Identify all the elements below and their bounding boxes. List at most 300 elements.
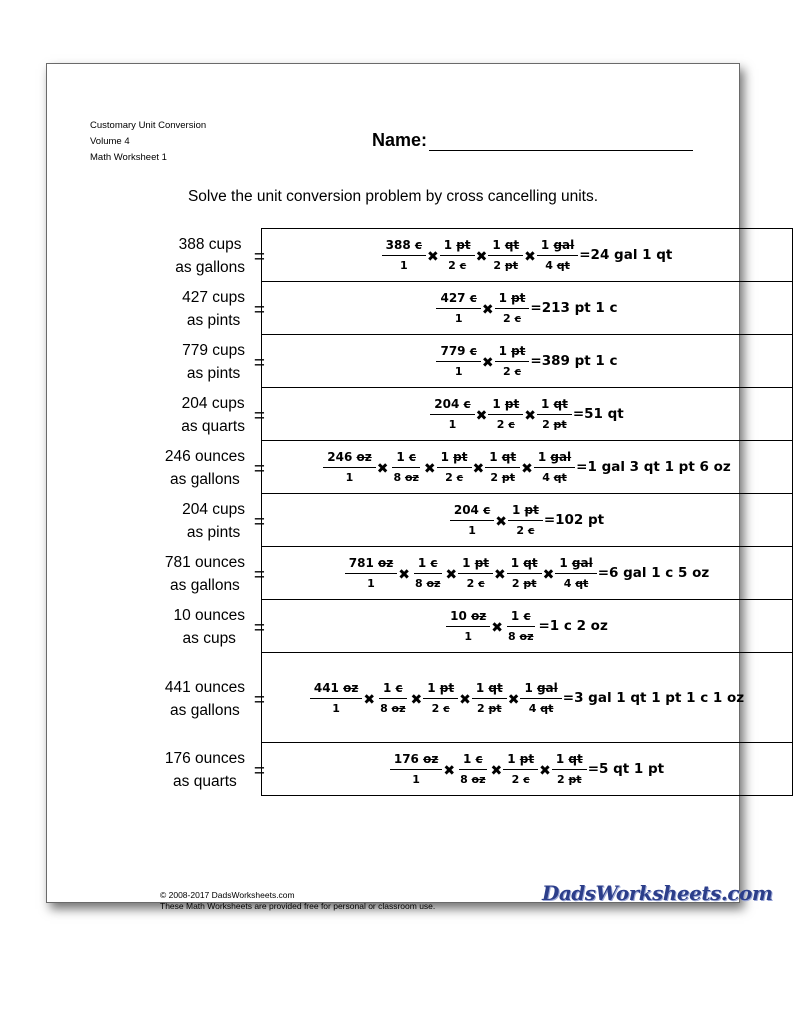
equals-sign: = xyxy=(253,761,265,783)
denominator-value: 1 xyxy=(468,524,476,537)
times-icon: ✖ xyxy=(410,691,423,708)
fraction-numerator xyxy=(537,238,578,256)
equals-sign: = xyxy=(253,406,265,428)
conversion-expression xyxy=(262,450,792,484)
times-icon: ✖ xyxy=(494,567,506,583)
equals-sign: = xyxy=(253,459,265,481)
cancelled-unit: qt xyxy=(553,397,568,411)
cancelled-unit: qt xyxy=(523,556,538,570)
fraction xyxy=(389,450,422,484)
fraction-numerator xyxy=(534,450,575,468)
denominator-value: 8 oz xyxy=(380,701,406,715)
conversion-expression xyxy=(262,344,792,378)
fraction xyxy=(495,344,530,378)
problem-target-unit: as gallons xyxy=(170,577,240,594)
worksheet-page xyxy=(46,63,773,911)
cancelled-unit: c xyxy=(456,471,464,484)
problem-target-unit: as gallons xyxy=(170,471,240,488)
fraction-denominator xyxy=(493,415,519,431)
cancelled-unit: pt xyxy=(519,752,535,766)
cancelled-unit: c xyxy=(514,365,521,378)
fraction-denominator xyxy=(463,574,489,590)
cancelled-unit: oz xyxy=(471,609,487,623)
problem-amount: 204 cups xyxy=(181,395,245,412)
numerator-value: 204 c xyxy=(434,397,471,411)
fraction-numerator xyxy=(520,681,561,699)
fraction-denominator xyxy=(363,574,379,590)
cancelled-unit: c xyxy=(523,773,530,786)
fraction-numerator xyxy=(507,609,535,627)
equals-sign: = xyxy=(253,353,265,375)
fraction-numerator xyxy=(345,556,397,574)
numerator-value: 1 gal xyxy=(537,450,572,464)
fraction xyxy=(436,291,480,325)
cancelled-unit: pt xyxy=(504,397,520,411)
fraction-numerator xyxy=(488,397,523,415)
numerator-value: 1 gal xyxy=(559,556,593,570)
problem-question xyxy=(165,445,245,491)
cancelled-unit: pt xyxy=(501,471,515,484)
problem-row xyxy=(164,743,793,797)
fraction-denominator xyxy=(541,256,574,272)
numerator-value: 1 gal xyxy=(540,238,575,252)
numerator-value: 1 qt xyxy=(555,752,583,766)
problem-row xyxy=(182,494,793,548)
fraction xyxy=(382,238,426,272)
equals-sign: = xyxy=(253,247,265,269)
denominator-value: 2 pt xyxy=(511,577,537,590)
fraction-denominator xyxy=(396,256,412,272)
fraction-denominator xyxy=(408,770,424,786)
fraction xyxy=(555,556,596,590)
denominator-value: 8 oz xyxy=(508,630,534,643)
times-icon: ✖ xyxy=(481,302,494,318)
denominator-value: 1 xyxy=(454,365,463,378)
numerator-value: 441 oz xyxy=(313,680,359,695)
fraction xyxy=(376,681,409,715)
problem-row xyxy=(182,282,793,336)
numerator-value: 1 qt xyxy=(475,680,503,695)
numerator-value: 1 pt xyxy=(492,397,520,411)
fraction-denominator xyxy=(504,627,537,643)
denominator-value: 1 xyxy=(448,418,457,431)
fraction xyxy=(534,450,575,484)
cancelled-unit: oz xyxy=(356,450,372,464)
denominator-value: 1 xyxy=(464,630,473,643)
fraction-numerator xyxy=(459,752,487,770)
fraction-numerator xyxy=(382,238,426,256)
numerator-value: 204 c xyxy=(453,503,491,517)
cancelled-unit: pt xyxy=(456,238,471,252)
numerator-value: 1 pt xyxy=(443,238,471,252)
denominator-value: 2 c xyxy=(466,577,485,590)
fraction-numerator xyxy=(436,291,480,309)
cancelled-unit: c xyxy=(475,752,483,766)
times-icon: ✖ xyxy=(475,249,488,265)
fraction xyxy=(504,609,537,643)
numerator-value: 388 c xyxy=(385,238,422,252)
conversion-answer: =3 gal 1 qt 1 pt 1 c 1 oz xyxy=(562,689,745,706)
fraction xyxy=(446,609,490,643)
denominator-value: 2 c xyxy=(511,773,530,786)
fraction xyxy=(458,556,493,590)
denominator-value: 2 pt xyxy=(476,701,502,715)
cancelled-unit: c xyxy=(408,450,416,464)
answer-box xyxy=(261,281,793,335)
fraction-denominator xyxy=(508,770,534,786)
cancelled-unit: c xyxy=(527,524,535,537)
problem-amount: 246 ounces xyxy=(164,448,245,465)
numerator-value: 1 c xyxy=(417,556,438,570)
denominator-value: 2 c xyxy=(502,365,521,378)
denominator-value: 2 pt xyxy=(542,418,567,431)
fraction-numerator xyxy=(323,450,375,468)
fraction xyxy=(323,450,375,484)
cancelled-unit: qt xyxy=(553,471,567,484)
conversion-answer: =6 gal 1 c 5 oz xyxy=(597,565,710,581)
footer xyxy=(160,890,435,912)
numerator-value: 427 c xyxy=(440,291,477,305)
answer-box xyxy=(261,440,793,494)
fraction xyxy=(495,291,530,325)
answer-box xyxy=(261,599,793,653)
fraction xyxy=(485,450,520,484)
problem-target-unit: as gallons xyxy=(175,259,245,276)
denominator-value: 1 xyxy=(332,701,340,715)
fraction xyxy=(537,238,578,272)
fraction-denominator xyxy=(538,415,571,431)
fraction-denominator xyxy=(456,770,489,786)
conversion-expression xyxy=(262,556,792,590)
fraction-denominator xyxy=(553,770,586,786)
fraction-numerator xyxy=(390,752,442,770)
answer-box xyxy=(261,387,793,441)
numerator-value: 1 qt xyxy=(510,556,538,570)
cancelled-unit: qt xyxy=(575,577,589,590)
numerator-value: 1 pt xyxy=(462,556,490,570)
problem-target-unit: as pints xyxy=(186,524,241,541)
fraction xyxy=(310,681,362,715)
denominator-value: 2 c xyxy=(502,312,521,325)
fraction-numerator xyxy=(414,556,442,574)
cancelled-unit: c xyxy=(395,680,403,695)
cancelled-unit: pt xyxy=(524,503,539,517)
fraction xyxy=(488,397,523,431)
denominator-value: 1 xyxy=(345,471,354,484)
fraction-numerator xyxy=(507,556,542,574)
cancelled-unit: c xyxy=(414,238,422,252)
conversion-expression xyxy=(262,681,792,715)
denominator-value: 1 xyxy=(454,312,463,325)
denominator-value: 1 xyxy=(367,577,375,590)
fraction-numerator xyxy=(537,397,572,415)
fraction xyxy=(440,238,475,272)
fraction-denominator xyxy=(328,699,344,715)
name-label: Name: xyxy=(372,130,428,150)
times-icon: ✖ xyxy=(376,461,389,477)
cancelled-unit: oz xyxy=(519,630,534,643)
conversion-answer: =213 pt 1 c xyxy=(530,300,618,316)
fraction-numerator xyxy=(423,681,458,699)
cancelled-unit: c xyxy=(523,609,531,623)
conversion-answer: =102 pt xyxy=(543,512,605,528)
times-icon: ✖ xyxy=(524,408,536,424)
times-icon: ✖ xyxy=(524,249,536,265)
cancelled-unit: c xyxy=(469,344,477,358)
problem-row xyxy=(182,335,793,389)
cancelled-unit: pt xyxy=(488,701,502,715)
answer-box xyxy=(261,546,793,600)
denominator-value: 4 qt xyxy=(542,471,567,484)
problem-row xyxy=(164,653,793,744)
fraction-denominator xyxy=(499,309,525,325)
cancelled-unit: c xyxy=(514,312,521,325)
fraction-denominator xyxy=(473,699,506,715)
numerator-value: 10 oz xyxy=(450,609,487,623)
fraction-denominator xyxy=(460,627,476,643)
problem-row xyxy=(164,547,793,601)
fraction xyxy=(507,556,542,590)
conversion-expression xyxy=(262,291,792,325)
header-title: Customary Unit Conversion xyxy=(90,120,207,131)
cancelled-unit: qt xyxy=(504,238,520,252)
equals-sign: = xyxy=(253,618,265,640)
cancelled-unit: oz xyxy=(404,471,419,484)
cancelled-unit: pt xyxy=(504,259,519,272)
denominator-value: 2 c xyxy=(445,471,464,484)
fraction-denominator xyxy=(486,468,519,484)
numerator-value: 1 qt xyxy=(489,450,517,464)
name-field xyxy=(372,130,693,151)
name-line xyxy=(429,132,693,151)
cancelled-unit: pt xyxy=(453,450,468,464)
cancelled-unit: c xyxy=(478,577,485,590)
problem-target-unit: as gallons xyxy=(170,701,240,719)
cancelled-unit: pt xyxy=(474,556,490,570)
numerator-value: 1 c xyxy=(382,680,403,695)
problem-target-unit: as pints xyxy=(186,312,241,329)
problem-row xyxy=(181,388,793,442)
problem-amount: 204 cups xyxy=(182,501,245,518)
fraction-numerator xyxy=(495,344,530,362)
cancelled-unit: oz xyxy=(471,773,486,786)
conversion-expression xyxy=(262,397,792,431)
fraction-numerator xyxy=(472,681,507,699)
cancelled-unit: pt xyxy=(511,291,526,305)
cancelled-unit: qt xyxy=(501,450,517,464)
cancelled-unit: c xyxy=(469,291,477,305)
answer-box xyxy=(261,493,793,547)
numerator-value: 1 c xyxy=(510,609,531,623)
problem-row xyxy=(173,600,793,654)
times-icon: ✖ xyxy=(398,567,410,583)
fraction xyxy=(411,556,444,590)
problem-question xyxy=(173,604,245,650)
problem-amount: 427 cups xyxy=(182,289,245,306)
fraction xyxy=(456,752,489,786)
cancelled-unit: c xyxy=(508,418,515,431)
denominator-value: 2 c xyxy=(448,259,467,272)
worksheet-header xyxy=(90,118,206,166)
conversion-answer: =51 qt xyxy=(572,406,624,422)
fraction xyxy=(488,238,523,272)
cancelled-unit: oz xyxy=(426,577,441,590)
times-icon: ✖ xyxy=(443,763,456,779)
cancelled-unit: gal xyxy=(536,680,558,695)
problem-target-unit: as quarts xyxy=(181,418,245,435)
times-icon: ✖ xyxy=(423,461,436,477)
times-icon: ✖ xyxy=(426,249,439,265)
cancelled-unit: c xyxy=(483,503,491,517)
fraction xyxy=(450,503,494,537)
header-volume: Volume 4 xyxy=(90,136,130,147)
fraction-numerator xyxy=(379,681,407,699)
cancelled-unit: pt xyxy=(439,680,455,695)
times-icon: ✖ xyxy=(481,355,494,371)
equals-sign: = xyxy=(253,512,265,534)
times-icon: ✖ xyxy=(542,567,555,583)
cancelled-unit: oz xyxy=(391,701,406,715)
fraction-numerator xyxy=(450,503,494,521)
numerator-value: 781 oz xyxy=(348,556,394,570)
fraction-numerator xyxy=(503,752,538,770)
denominator-value: 1 xyxy=(412,773,420,786)
cancelled-unit: pt xyxy=(568,773,582,786)
cancelled-unit: c xyxy=(463,397,471,411)
fraction-numerator xyxy=(437,450,472,468)
conversion-answer: =1 c 2 oz xyxy=(538,618,608,634)
fraction xyxy=(437,450,472,484)
numerator-value: 1 pt xyxy=(427,680,455,695)
denominator-value: 4 qt xyxy=(545,259,570,272)
conversion-answer: =24 gal 1 qt xyxy=(579,247,673,263)
answer-box xyxy=(261,228,793,282)
denominator-value: 2 pt xyxy=(556,773,582,786)
fraction-denominator xyxy=(411,574,444,590)
fraction xyxy=(430,397,474,431)
numerator-value: 176 oz xyxy=(393,752,439,766)
cancelled-unit: pt xyxy=(511,344,526,358)
conversion-expression xyxy=(262,609,792,643)
fraction-denominator xyxy=(445,415,461,431)
numerator-value: 1 pt xyxy=(440,450,468,464)
fraction-denominator xyxy=(512,521,538,537)
cancelled-unit: oz xyxy=(378,556,394,570)
numerator-value: 246 oz xyxy=(327,450,372,464)
denominator-value: 2 c xyxy=(431,701,450,715)
denominator-value: 1 xyxy=(399,259,408,272)
fraction xyxy=(390,752,442,786)
denominator-value: 8 oz xyxy=(414,577,441,590)
times-icon: ✖ xyxy=(472,461,485,477)
fraction-denominator xyxy=(451,362,467,378)
cancelled-unit: gal xyxy=(553,238,575,252)
times-icon: ✖ xyxy=(363,691,376,708)
fraction-numerator xyxy=(488,238,523,256)
times-icon: ✖ xyxy=(495,514,507,530)
fraction-numerator xyxy=(392,450,420,468)
fraction-denominator xyxy=(499,362,525,378)
fraction-denominator xyxy=(342,468,358,484)
times-icon: ✖ xyxy=(491,620,504,636)
denominator-value: 4 qt xyxy=(528,701,554,715)
denominator-value: 2 pt xyxy=(493,259,519,272)
fraction-denominator xyxy=(489,256,522,272)
fraction-denominator xyxy=(376,699,409,715)
times-icon: ✖ xyxy=(539,763,551,779)
cancelled-unit: gal xyxy=(571,556,593,570)
fraction xyxy=(503,752,538,786)
cancelled-unit: qt xyxy=(488,680,503,695)
conversion-expression xyxy=(262,752,792,786)
fraction xyxy=(423,681,458,715)
conversion-expression xyxy=(262,238,792,272)
numerator-value: 1 pt xyxy=(511,503,539,517)
problem-amount: 176 ounces xyxy=(164,750,245,767)
fraction xyxy=(520,681,561,715)
answer-box xyxy=(261,742,793,796)
fraction xyxy=(345,556,397,590)
problem-amount: 10 ounces xyxy=(173,607,245,624)
times-icon: ✖ xyxy=(521,461,533,477)
fraction-denominator xyxy=(538,468,571,484)
conversion-answer: =1 gal 3 qt 1 pt 6 oz xyxy=(576,459,731,475)
cancelled-unit: c xyxy=(459,259,467,272)
times-icon: ✖ xyxy=(490,763,503,779)
fraction xyxy=(472,681,507,715)
cancelled-unit: oz xyxy=(343,680,359,695)
fraction-denominator xyxy=(508,574,541,590)
denominator-value: 8 oz xyxy=(460,773,486,786)
conversion-expression xyxy=(262,503,792,537)
fraction-denominator xyxy=(389,468,422,484)
footer-copyright: © 2008-2017 DadsWorksheets.com xyxy=(160,890,295,900)
numerator-value: 1 qt xyxy=(540,397,568,411)
problem-question xyxy=(165,551,245,597)
equals-sign: = xyxy=(253,565,265,587)
problem-question xyxy=(182,286,245,332)
fraction-numerator xyxy=(485,450,520,468)
fraction xyxy=(537,397,572,431)
fraction-numerator xyxy=(552,752,587,770)
numerator-value: 1 pt xyxy=(498,344,526,358)
problem-target-unit: as pints xyxy=(186,365,241,382)
fraction-numerator xyxy=(430,397,474,415)
cancelled-unit: c xyxy=(443,701,450,715)
instructions: Solve the unit conversion problem by cross cancelling units. xyxy=(187,188,599,205)
denominator-value: 8 oz xyxy=(393,471,419,484)
problem-question xyxy=(182,339,245,385)
conversion-answer: =5 qt 1 pt xyxy=(587,761,665,777)
cancelled-unit: gal xyxy=(550,450,572,464)
dadsworksheets-logo: DadsWorksheets.com xyxy=(542,881,773,905)
times-icon: ✖ xyxy=(459,691,471,708)
times-icon: ✖ xyxy=(475,408,488,424)
fraction xyxy=(436,344,480,378)
fraction-numerator xyxy=(440,238,475,256)
fraction-denominator xyxy=(451,309,467,325)
numerator-value: 1 pt xyxy=(507,752,535,766)
fraction-numerator xyxy=(495,291,530,309)
denominator-value: 2 c xyxy=(516,524,535,537)
problem-row xyxy=(164,441,793,495)
numerator-value: 1 qt xyxy=(492,238,520,252)
problem-question xyxy=(165,747,245,793)
fraction-numerator xyxy=(458,556,493,574)
cancelled-unit: pt xyxy=(553,418,567,431)
fraction-numerator xyxy=(310,681,362,699)
fraction-numerator xyxy=(436,344,480,362)
